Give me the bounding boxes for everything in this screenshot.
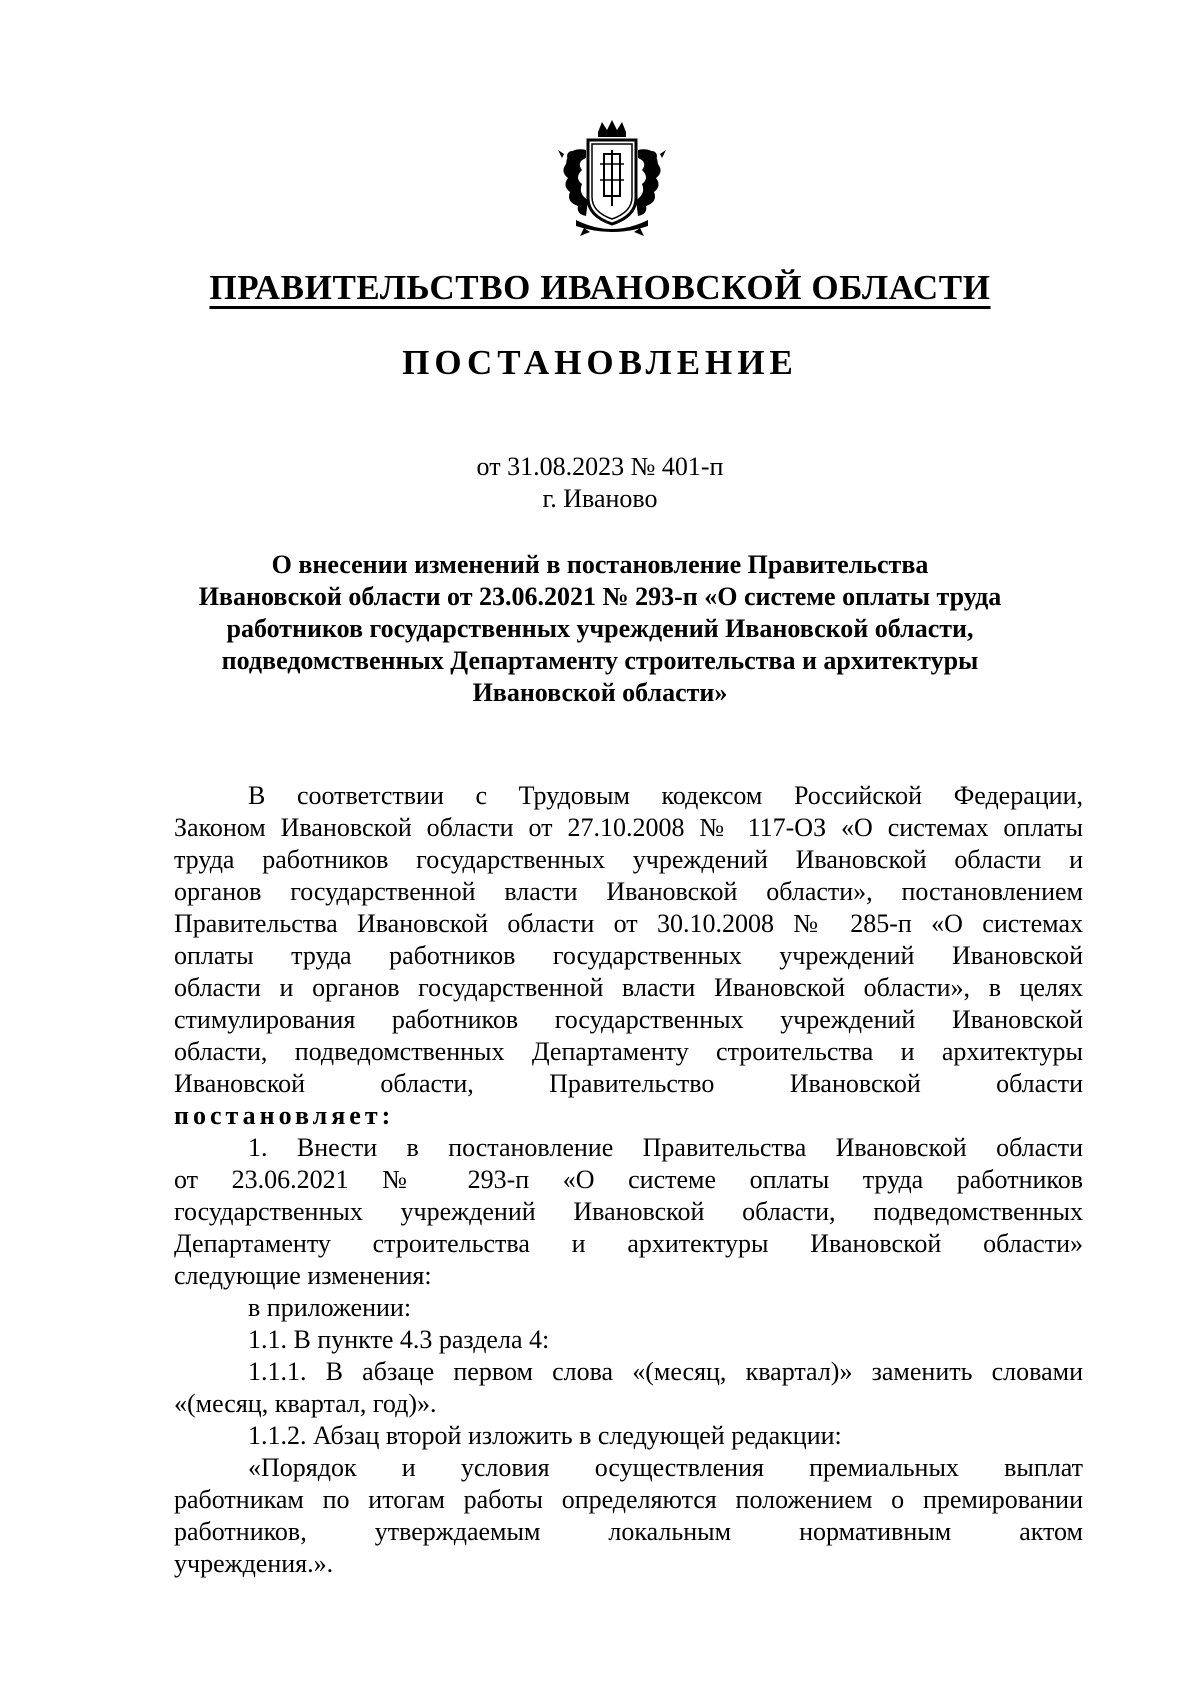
quote-line: учреждения.». — [174, 1549, 334, 1578]
in-appendix-line: в приложении: — [248, 1293, 412, 1322]
subject-line: О внесении изменений в постановление Правительства — [271, 550, 929, 579]
coat-of-arms-emblem — [554, 120, 670, 238]
document-body — [174, 780, 1083, 1580]
item-1-1-2-line: 1.1.2. Абзац второй изложить в следующей редакции: — [248, 1421, 842, 1450]
preamble-line: стимулирования работников государственных учреждений Ивановской — [174, 1005, 1083, 1034]
preamble-line: труда работников государственных учреждений Ивановской области и — [174, 845, 1083, 874]
document-city: г. Иваново — [542, 484, 658, 513]
preamble-line: области и органов государственной власти Ивановской области», в целях — [174, 973, 1083, 1002]
preamble-line: оплаты труда работников государственных учреждений Ивановской — [174, 941, 1083, 970]
preamble-line: области, подведомственных Департаменту строительства и архитектуры — [174, 1037, 1083, 1066]
resolves-word — [174, 1100, 1083, 1132]
subject-line: подведомственных Департаменту строительства и архитектуры — [221, 646, 979, 675]
item-1-1-1-line: «(месяц, квартал, год)». — [174, 1389, 437, 1418]
preamble-line: Законом Ивановской области от 27.10.2008 № 117-ОЗ «О системах оплаты — [174, 813, 1083, 842]
quote-line: работников, утверждаемым локальным нормативным актом — [174, 1517, 1083, 1546]
item-1-line: Департаменту строительства и архитектуры Ивановской области» — [174, 1229, 1083, 1258]
subject-line: Ивановской области» — [472, 678, 728, 707]
document-subject — [0, 549, 1200, 709]
subject-line: работников государственных учреждений Ивановской области, — [226, 614, 974, 643]
preamble-line: органов государственной власти Ивановской области», постановлением — [174, 877, 1083, 906]
preamble-line: Правительства Ивановской области от 30.10.2008 № 285-п «О системах — [174, 909, 1083, 938]
preamble-line: Ивановской области, Правительство Ивановской области — [174, 1069, 1083, 1098]
quote-line: «Порядок и условия осуществления премиальных выплат — [248, 1453, 1083, 1482]
item-1-line: государственных учреждений Ивановской области, подведомственных — [174, 1197, 1083, 1226]
government-title: ПРАВИТЕЛЬСТВО ИВАНОВСКОЙ ОБЛАСТИ — [209, 268, 991, 307]
item-1-1-1-line: 1.1.1. В абзаце первом слова «(месяц, квартал)» заменить словами — [248, 1357, 1083, 1386]
subject-line: Ивановской области от 23.06.2021 № 293-п «О системе оплаты труда — [198, 582, 1002, 611]
item-1-1-line: 1.1. В пункте 4.3 раздела 4: — [248, 1325, 550, 1354]
resolves-text: постановляет: — [174, 1101, 395, 1130]
document-date-number: от 31.08.2023 № 401-п — [476, 452, 724, 481]
quote-line: работникам по итогам работы определяются положением о премировании — [174, 1485, 1083, 1514]
item-1-line: 1. Внести в постановление Правительства Ивановской области — [248, 1133, 1083, 1162]
item-1-line: следующие изменения: — [174, 1261, 432, 1290]
preamble-line: В соответствии с Трудовым кодексом Российской Федерации, — [248, 781, 1083, 810]
document-type: ПОСТАНОВЛЕНИЕ — [402, 343, 798, 382]
item-1-line: от 23.06.2021 № 293-п «О системе оплаты труда работников — [174, 1165, 1083, 1194]
